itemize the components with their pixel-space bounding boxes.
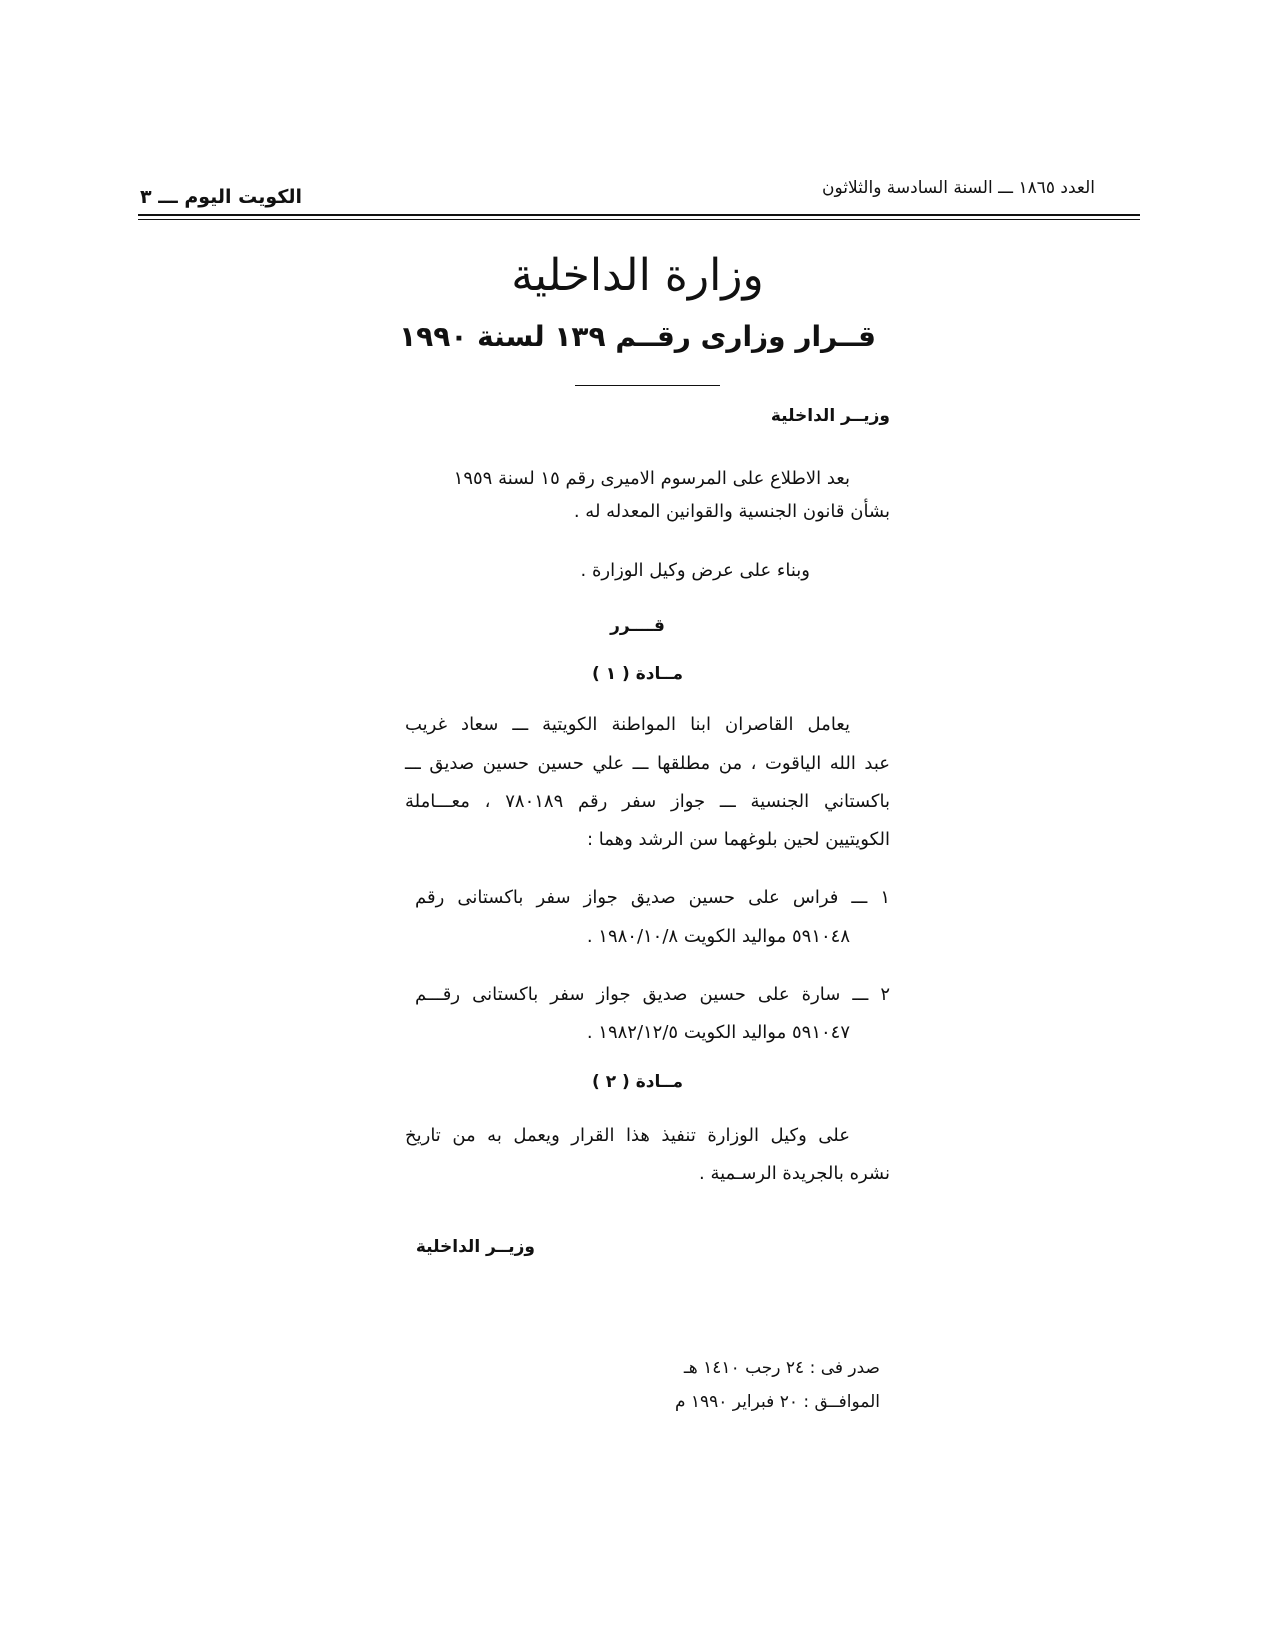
header-rule [138, 214, 1140, 216]
header-rule-thin [138, 219, 1140, 220]
article-1-line-3: باكستاني الجنسية ـــ جواز سفر رقم ٧٨٠١٨٩ ، معـــاملة [405, 791, 890, 812]
article-2-line-1: على وكيل الوزارة تنفيذ هذا القرار ويعمل به من تاريخ [405, 1125, 850, 1146]
article-1-item-1-line-1: ١ ـــ فراس على حسين صديق جواز سفر باكستانى رقم [415, 887, 890, 908]
title-divider [575, 385, 720, 386]
decides-heading: قــــرر [610, 616, 665, 636]
article-1-line-2: عبد الله الياقوت ، من مطلقها ـــ علي حسين حسين صديق ـــ [405, 753, 890, 774]
issued-gregorian-date: الموافــق : ٢٠ فبراير ١٩٩٠ م [674, 1392, 880, 1412]
preamble-line-1: بعد الاطلاع على المرسوم الاميرى رقم ١٥ لسنة ١٩٥٩ [453, 468, 850, 489]
preamble-line-2: بشأن قانون الجنسية والقوانين المعدله له . [573, 501, 890, 522]
decree-title: قــرار وزارى رقــم ١٣٩ لسنة ١٩٩٠ [399, 320, 876, 353]
preamble-line-3: وبناء على عرض وكيل الوزارة . [580, 560, 810, 581]
article-1-item-1-line-2: ٥٩١٠٤٨ مواليد الكويت ١٩٨٠/١٠/٨ . [586, 926, 850, 947]
ministry-title: وزارة الداخلية [511, 250, 764, 301]
article-1-heading: مــادة ( ١ ) [592, 664, 683, 684]
issued-hijri-date: صدر فى : ٢٤ رجب ١٤١٠ هـ [683, 1358, 880, 1378]
article-2-line-2: نشره بالجريدة الرسـمية . [699, 1163, 890, 1184]
article-1-line-1: يعامل القاصران ابنا المواطنة الكويتية ـــ سعاد غريب [405, 714, 850, 735]
article-2-heading: مــادة ( ٢ ) [592, 1072, 683, 1092]
article-1-item-2-line-1: ٢ ـــ سارة على حسين صديق جواز سفر باكستانى رقـــم [415, 984, 890, 1005]
article-1-item-2-line-2: ٥٩١٠٤٧ مواليد الكويت ١٩٨٢/١٢/٥ . [586, 1022, 850, 1043]
gazette-name: الكويت اليوم ـــ ٣ [140, 186, 303, 208]
article-1-line-4: الكويتيين لحين بلوغهما سن الرشد وهما : [586, 829, 890, 850]
issuer-heading: وزيــر الداخلية [770, 406, 890, 426]
issue-number: العدد ١٨٦٥ ـــ السنة السادسة والثلاثون [822, 178, 1095, 198]
signature-minister: وزيــر الداخلية [415, 1237, 535, 1257]
